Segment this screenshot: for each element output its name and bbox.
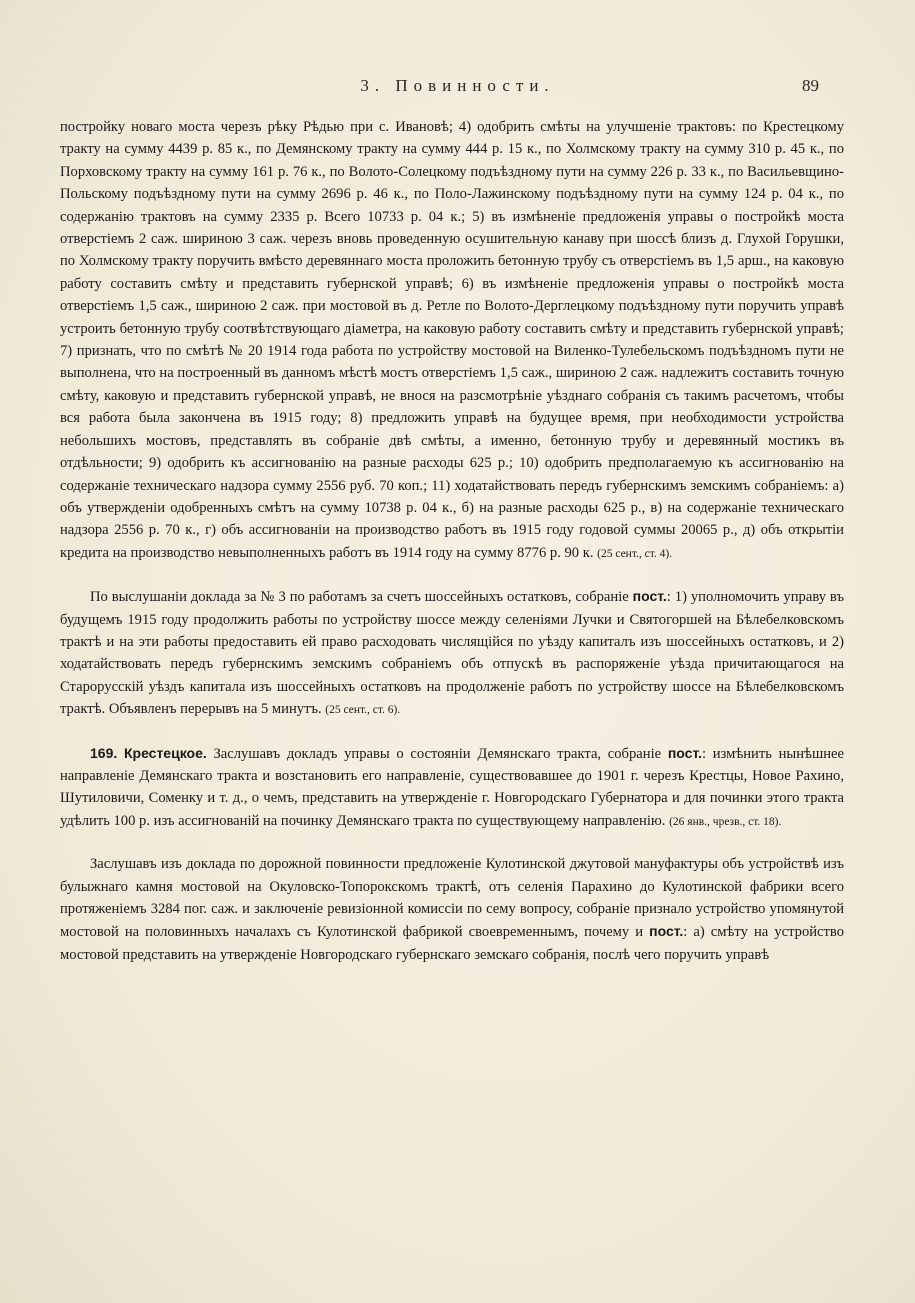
- page-header: [60, 76, 855, 102]
- paragraph-shosse-remainders: [60, 585, 844, 721]
- session-reference: (26 янв., чрезв., ст. 18).: [669, 815, 782, 828]
- item-number: 169.: [90, 744, 118, 761]
- page-number: 89: [802, 76, 819, 95]
- district-heading: Крестецкое.: [123, 744, 207, 761]
- paragraph-text: По выслушаніи доклада за № 3 по работамъ за счетъ шоссейныхъ остатковъ, собраніе: [90, 589, 629, 606]
- paragraph-text: : измѣнить нынѣшнее направленіе Демянскаго тракта и возстановить его направленіе, существовавшее до 1901 г. черезъ Крестцы, Новое Рахино, Шутиловичи, Соменку и т. д., о чемъ, представить на утвержденіе г. Новгородскаго Губернатора и для починки этого тракта удѣлить 100 р. изъ ассигнованій на починку Демянскаго тракта по существующему направленію.: [60, 745, 844, 829]
- paragraph-kulotino-pavement: [60, 853, 844, 966]
- resolution-keyword: пост.: [632, 588, 667, 605]
- paragraph-text: постройку новаго моста черезъ рѣку Рѣдью при с. Ивановѣ; 4) одобрить смѣты на улучшеніе трактовъ: по Крестецкому тракту на сумму 4439 р. 85 к., по Демянскому тракту на сумму 444 р. 15 к., по Холмскому тракту на сумму 310 р. 45 к., по Порховскому тракту на сумму 161 р. 76 к., по Волото-Солецкому подъѣздному пути на сумму 226 р. 33 к., по Васильевщино-Польскому подъѣздному пути на сумму 2696 р. 46 к., по Поло-Лажинскому подъѣздному пути на сумму 124 р. 04 к., по содержанію трактовъ на сумму 2335 р. Всего 10733 р. 04 к.; 5) въ измѣненіе предложенія управы о постройкѣ моста отверстіемъ 2 саж. шириною 3 саж. черезъ вновь проведенную осушительную канаву при шоссѣ близъ д. Глухой Горушки, по Холмскому тракту поручить вмѣсто деревяннаго моста проложить бетонную трубу съ отверстіемъ въ 1,5 арш., на каковую работу составить смѣту и представить губернской управѣ; 6) въ измѣненіе предложенія управы о постройкѣ моста отверстіемъ 1,5 саж., шириною 2 саж. при мостовой въ д. Ретле по Волото-Дерглецкому подъѣздному пути поручить управѣ устроить бетонную трубу соотвѣтствующаго діаметра, на каковую работу составить смѣту и представить губернской управѣ; 7) признать, что по смѣтѣ № 20 1914 года работа по устройству мостовой на Виленко-Тулебельскомъ подъѣздномъ пути не выполнена, что на построенный въ данномъ мѣстѣ мостъ отверстіемъ 1,5 саж., шириною 2 саж. надлежитъ составить точную смѣту, каковую и представить губернской управѣ, не внося на разсмотрѣніе уѣзднаго собранія съ такимъ расчетомъ, чтобы вся работа была закончена въ 1915 году; 8) предложить управѣ на будущее время, при необходимости устройства небольшихъ мостовъ, представлять въ собраніе двѣ смѣты, а именно, бетонную трубу и деревянный мостикъ въ отдѣльности; 9) одобрить къ ассигнованію на разные расходы 625 р.; 10) одобрить предполагаемую къ ассигнованію на содержаніе техническаго надзора сумму 2556 руб. 70 коп.; 11) ходатайствовать передъ губернскимъ земскимъ собраніемъ: а) объ утвержденіи одобренныхъ смѣтъ на сумму 10738 р. 04 к., б) на разные расходы 625 р., в) на содержаніе техническаго надзора 2556 р. 70 к., г) объ ассигнованіи на производство работъ въ 1915 году годовой суммы 20065 р., д) объ открытіи кредита на производство невыполненныхъ работъ въ 1914 году на сумму 8776 р. 90 к.: [60, 119, 844, 561]
- paragraph-text: Заслушавъ докладъ управы о состояніи Демянскаго тракта, собраніе: [213, 745, 662, 762]
- session-reference: (25 сент., ст. 6).: [325, 704, 401, 717]
- paragraph-text: Заслушавъ изъ доклада по дорожной повинности предложеніе Кулотинской джутовой мануфактуры объ устройствѣ изъ булыжнаго камня мостовой на Окуловско-Топорокскомъ трактѣ, отъ селенія Парахино до Кулотинской фабрики всего протяженіемъ 3284 пог. саж. и заключеніе ревизіонной комиссіи по сему вопросу, собраніе признало устройство упомянутой мостовой на половинныхъ началахъ съ Кулотинской фабрикой своевременнымъ, почему и: [60, 856, 844, 941]
- paragraph-continuation: [60, 116, 844, 565]
- resolution-keyword: пост.: [649, 923, 684, 940]
- paragraph-169-krestetskoe: [60, 742, 844, 834]
- paragraph-text: : а) смѣту на устройство мостовой представить на утвержденіе Новгородскаго губернскаго земскаго собранія, послѣ чего поручить управѣ: [60, 924, 844, 963]
- session-reference: (25 сент., ст. 4).: [597, 547, 673, 560]
- body-text: [60, 116, 844, 966]
- running-title: 3. Повинности.: [360, 76, 555, 95]
- paragraph-text: : 1) уполномочить управу въ будущемъ 1915 году продолжить работы по устройству шоссе между селеніями Лучки и Святогоршей на Бѣлебелковскомъ трактѣ и на эти работы предоставить ей право расходовать числящійся по уѣзду капиталъ изъ шоссейныхъ остатковъ, и 2) ходатайствовать передъ губернскимъ земскимъ собраніемъ объ отпускѣ въ распоряженіе уѣзда причитающагося на Старорусскій уѣздъ капитала изъ шоссейныхъ остатковъ на продолженіе работъ по устройству шоссе на Бѣлебелковскомъ трактѣ. Объявленъ перерывъ на 5 минутъ.: [60, 589, 845, 718]
- resolution-keyword: пост.: [667, 744, 702, 761]
